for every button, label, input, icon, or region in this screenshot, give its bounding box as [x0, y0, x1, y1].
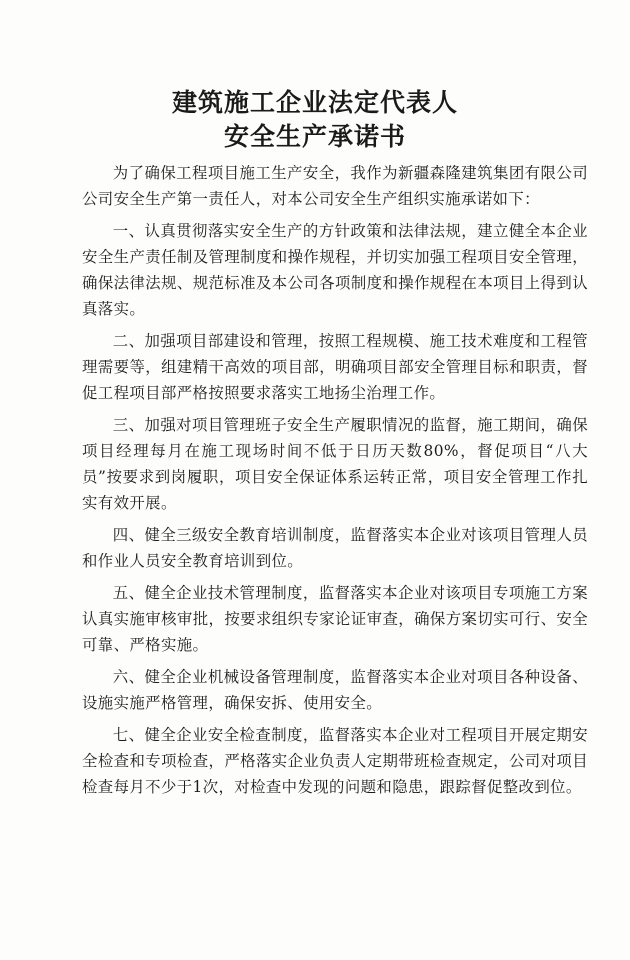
title-line-1: 建筑施工企业法定代表人: [171, 88, 458, 117]
clause-paragraph-6: 六、健全企业机械设备管理制度，监督落实本企业对项目各种设备、设施实施严格管理，确保安拆、使用安全。: [82, 668, 588, 712]
clause-paragraph-5: 五、健全企业技术管理制度，监督落实本企业对该项目专项施工方案认真实施审核审批，按要求组织专家论证审查，确保方案切实可行、安全可靠、严格实施。: [82, 584, 588, 654]
document-body: [82, 160, 588, 806]
intro-paragraph: 为了确保工程项目施工生产安全，我作为新疆森隆建筑集团有限公司公司安全生产第一责任人，对本公司安全生产组织实施承诺如下：: [82, 164, 588, 208]
clause-paragraph-7: 七、健全企业安全检查制度，监督落实本企业对工程项目开展定期安全检查和专项检查，严格落实企业负责人定期带班检查规定，公司对项目检查每月不少于1次，对检查中发现的问题和隐患，跟踪督促整改到位。: [82, 726, 588, 796]
clause-paragraph-1: 一、认真贯彻落实安全生产的方针政策和法律法规，建立健全本企业安全生产责任制及管理制度和操作规程，并切实加强工程项目安全管理，确保法律法规、规范标准及本公司各项制度和操作规程在本项目上得到认真落实。: [82, 222, 588, 318]
clause-paragraph-2: 二、加强项目部建设和管理，按照工程规模、施工技术难度和工程管理需要等，组建精干高效的项目部，明确项目部安全管理目标和职责，督促工程项目部严格按照要求落实工地扬尘治理工作。: [82, 332, 588, 402]
title-line-2: 安全生产承诺书: [223, 122, 406, 151]
document-title: [0, 86, 630, 154]
clause-paragraph-3: 三、加强对项目管理班子安全生产履职情况的监督，施工期间，确保项目经理每月在施工现场时间不低于日历天数80%，督促项目“八大员”按要求到岗履职，项目安全保证体系运转正常，项目安全管理工作扎实有效开展。: [82, 416, 588, 512]
clause-paragraph-4: 四、健全三级安全教育培训制度，监督落实本企业对该项目管理人员和作业人员安全教育培训到位。: [82, 526, 588, 570]
